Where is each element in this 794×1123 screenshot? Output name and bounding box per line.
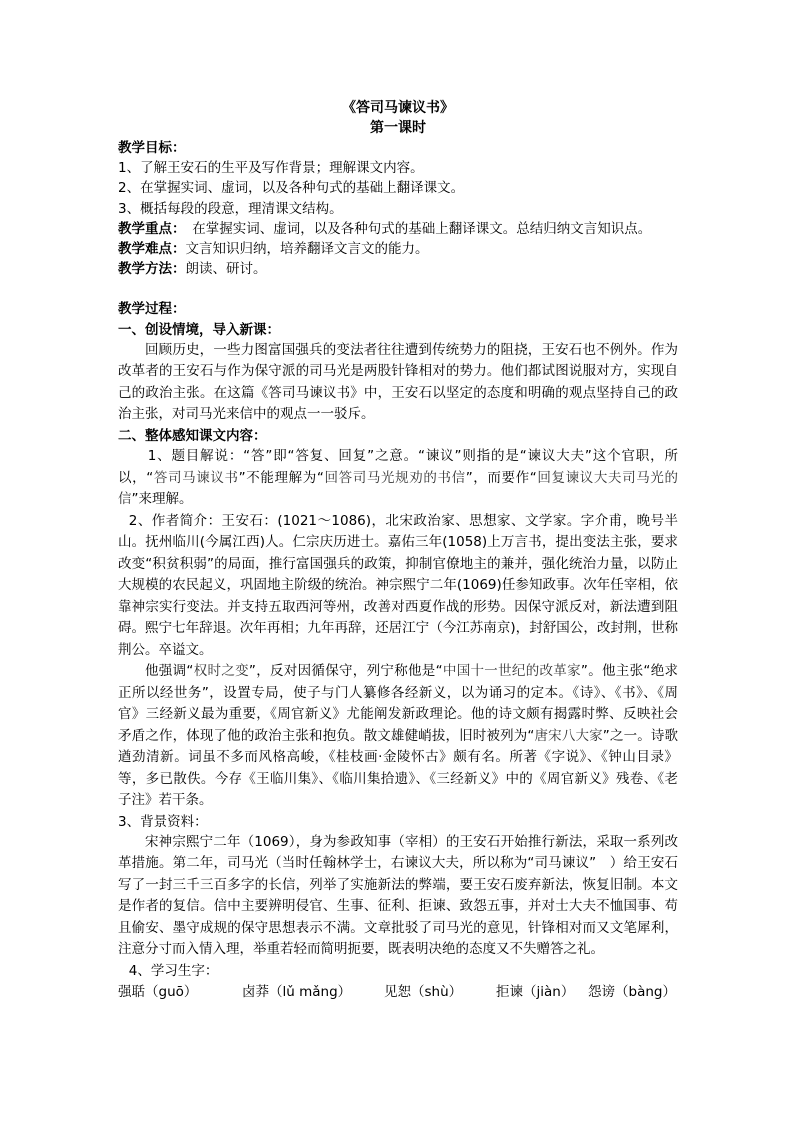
difficulty-row <box>118 239 678 259</box>
author-ideas-a: 他强调“ <box>145 663 194 680</box>
background-paragraph: 宋神宗熙宁二年（1069），身为参政知事（宰相）的王安石开始推行新法，采取一系列改革措施。第二年，司马光（当时任翰林学士，右谏议大夫，所以称为“司马谏议” ）给王安石写了一封三千三百多字的长信，列举了实施新法的弊端，要王安石废弃新法，恢复旧制。本文是作者的复信。信中主要辨明侵官、生事、征利、拒谏、致怨五事，并对士大夫不恤国事、苟且偷安、墨守成规的保守思想表示不满。文章批驳了司马光的意见，针锋相对而又文笔犀利，注意分寸而入情入理，举重若轻而简明扼要，既表明决绝的态度又不失赠答之礼。 <box>118 833 678 958</box>
author-ideas-quote-1: 权时之变 <box>193 663 249 680</box>
title-explanation-quote-1: 答司马谏议书 <box>153 469 239 486</box>
document-subtitle: 第一课时 <box>370 120 426 136</box>
vocab-item: 强聒（guō） <box>118 983 198 1000</box>
process-heading: 教学过程： <box>118 301 186 318</box>
spacer <box>118 279 678 299</box>
author-ideas-paragraph <box>118 661 678 812</box>
title-explanation-a: 1、题目解说：“答”即“答复、回复”之意。“谏议”则指的是“谏议大夫”这个官职，所以，“ <box>118 448 678 486</box>
author-ideas-d: ”之一。诗歌遒劲清新。词虽不多而风格高峻，《桂枝画·金陵怀古》颇有名。所著《字说》、《钟山目录》等，多已散佚。今存《王临川集》、《临川集拾遗》、《三经新义》中的《周官新义》残卷、《老子注》若干条。 <box>118 727 679 809</box>
goals-heading: 教学目标： <box>118 140 186 156</box>
title-explanation-quote-3: 回复谏议大夫司马光的信 <box>118 469 679 508</box>
title-explanation-paragraph <box>118 446 678 511</box>
author-ideas-quote-3: 唐宋八大家 <box>534 727 603 744</box>
author-intro-paragraph: 2、作者简介：王安石：(1021～1086)，北宋政治家、思想家、文学家。字介甫，晚号半山。抚州临川(今属江西)人。仁宗庆历进士。嘉佑三年(1058)上万言书，提出变法主张，要求改变“积贫积弱”的局面，推行富国强兵的政策，抑制官僚地主的兼并，强化统治力量，以防止大规模的农民起义，巩固地主阶级的统治。神宗熙宁二年(1069)任参知政事。次年任宰相，依靠神宗实行变法。并支持五取西河等州，改善对西夏作战的形势。因保守派反对，新法遭到阻碍。熙宁七年辞退。次年再相；九年再辞，还居江宁（今江苏南京)，封舒国公，改封荆，世称荆公。卒谥文。 <box>118 512 678 658</box>
vocab-item: 卤莽（lǔ mǎng） <box>242 983 352 1000</box>
vocab-item: 怨谤（bàng） <box>588 983 676 1000</box>
method-label: 教学方法： <box>118 261 186 278</box>
vocab-item: 见恕（shù） <box>384 983 463 1000</box>
section2-heading: 二、整体感知课文内容： <box>118 427 267 444</box>
method-row <box>118 259 678 279</box>
key-point-row <box>118 219 678 239</box>
section1-heading: 一、创设情境，导入新课： <box>118 321 280 338</box>
vocab-heading: 4、学习生字： <box>128 962 219 979</box>
section1-text: 回顾历史，一些力图富国强兵的变法者往往遭到传统势力的阻挠，王安石也不例外。作为改革者的王安石与作为保守派的司马光是两股针锋相对的势力。他们都试图说服对方，实现自己的政治主张。在这篇《答司马谏议书》中，王安石以坚定的态度和明确的观点坚持自己的政治主张，对司马光来信中的观点一一驳斥。 <box>118 341 678 423</box>
key-point-label: 教学重点： <box>118 220 179 237</box>
document-title: 《答司马谏议书》 <box>342 100 454 116</box>
document-page <box>118 98 678 1003</box>
difficulty-label: 教学难点： <box>118 241 186 258</box>
author-ideas-b: ”，反对因循保守，列宁称他是“ <box>248 663 443 680</box>
title-explanation-quote-2: 回答司马光规劝的书信 <box>323 469 466 486</box>
vocab-list <box>118 981 678 1003</box>
goal-item-1: 1、了解王安石的生平及写作背景；理解课文内容。 <box>118 160 424 177</box>
author-ideas-quote-2: 中国十一世纪的改革家 <box>442 663 581 680</box>
title-explanation-b: ”不能理解为“ <box>238 469 324 486</box>
vocab-item: 拒谏（jiàn） <box>496 983 575 1000</box>
goal-item-2: 2、在掌握实词、虚词，以及各种句式的基础上翻译课文。 <box>118 180 465 197</box>
method-text: 朗读、研讨。 <box>185 261 267 278</box>
title-explanation-d: ”来理解。 <box>131 491 193 508</box>
key-point-text: 在掌握实词、虚词，以及各种句式的基础上翻译课文。总结归纳文言知识点。 <box>178 220 652 237</box>
author-ideas-c: ”。他主张“绝求正所以经世务”，设置专局，使子与门人纂修各经新义，以为诵习的定本。《诗》、《书》、《周官》三经新义最为重要，《周官新义》尤能阐发新政理论。他的诗文颇有揭露时弊、反映社会矛盾之作，体现了他的政治主张和抱负。散文雄健峭拔，旧时被列为“ <box>118 663 678 744</box>
title-explanation-c: ”，而要作“ <box>465 469 537 486</box>
background-heading: 3、背景资料： <box>118 813 208 830</box>
difficulty-text: 文言知识归纳，培养翻译文言文的能力。 <box>185 241 429 258</box>
goal-item-3: 3、概括每段的段意，理清课文结构。 <box>118 200 343 217</box>
